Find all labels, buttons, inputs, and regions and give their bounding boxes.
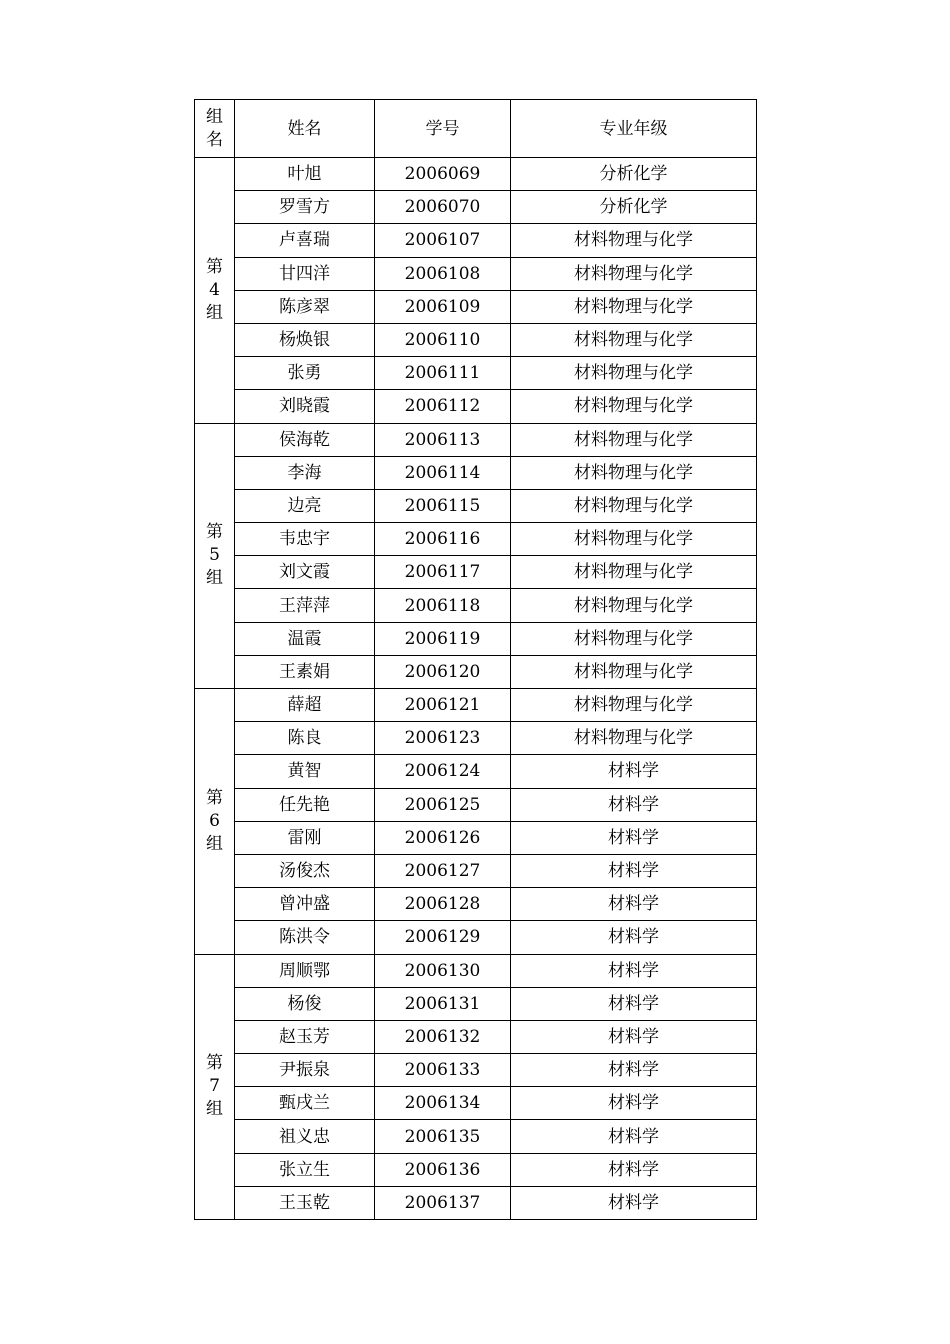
table-row (195, 921, 757, 954)
major-cell: 材料物理与化学 (511, 489, 757, 522)
major-cell: 材料学 (511, 1020, 757, 1053)
table-row (195, 689, 757, 722)
major-cell: 材料物理与化学 (511, 655, 757, 688)
table-row (195, 589, 757, 622)
student-id-cell: 2006109 (375, 290, 511, 323)
table-row (195, 556, 757, 589)
student-id-cell: 2006121 (375, 689, 511, 722)
student-id-cell: 2006126 (375, 821, 511, 854)
table-row (195, 191, 757, 224)
table-row (195, 1087, 757, 1120)
student-name-cell: 张立生 (235, 1153, 375, 1186)
table-row (195, 1120, 757, 1153)
major-cell: 材料物理与化学 (511, 423, 757, 456)
major-cell: 材料学 (511, 821, 757, 854)
student-name-cell: 李海 (235, 456, 375, 489)
student-name-cell: 刘晓霞 (235, 390, 375, 423)
group-column-header: 组 名 (195, 100, 235, 158)
major-cell: 材料学 (511, 921, 757, 954)
table-row (195, 1153, 757, 1186)
student-id-cell: 2006117 (375, 556, 511, 589)
student-name-cell: 祖义忠 (235, 1120, 375, 1153)
table-row (195, 954, 757, 987)
major-cell: 材料物理与化学 (511, 390, 757, 423)
student-name-cell: 雷刚 (235, 821, 375, 854)
major-cell: 材料物理与化学 (511, 622, 757, 655)
table-row (195, 854, 757, 887)
student-id-cell: 2006110 (375, 323, 511, 356)
student-id-cell: 2006127 (375, 854, 511, 887)
student-id-cell: 2006125 (375, 788, 511, 821)
student-id-cell: 2006124 (375, 755, 511, 788)
student-name-cell: 曾冲盛 (235, 888, 375, 921)
student-name-cell: 边亮 (235, 489, 375, 522)
major-cell: 材料学 (511, 788, 757, 821)
student-id-cell: 2006131 (375, 987, 511, 1020)
group-label-cell: 第 7 组 (195, 954, 235, 1220)
student-id-cell: 2006108 (375, 257, 511, 290)
student-id-cell: 2006137 (375, 1186, 511, 1219)
student-name-cell: 黄智 (235, 755, 375, 788)
group-label-cell: 第 4 组 (195, 158, 235, 424)
major-cell: 材料学 (511, 755, 757, 788)
student-id-cell: 2006123 (375, 722, 511, 755)
student-name-cell: 赵玉芳 (235, 1020, 375, 1053)
student-name-cell: 陈良 (235, 722, 375, 755)
major-cell: 材料学 (511, 1120, 757, 1153)
student-name-cell: 王玉乾 (235, 1186, 375, 1219)
student-name-cell: 王萍萍 (235, 589, 375, 622)
table-row (195, 257, 757, 290)
major-cell: 分析化学 (511, 158, 757, 191)
group-label-cell: 第 6 组 (195, 689, 235, 955)
major-cell: 材料物理与化学 (511, 357, 757, 390)
major-cell: 材料学 (511, 1153, 757, 1186)
student-name-cell: 甘四洋 (235, 257, 375, 290)
student-name-cell: 杨俊 (235, 987, 375, 1020)
student-id-cell: 2006112 (375, 390, 511, 423)
table-row (195, 523, 757, 556)
name-column-header: 姓名 (235, 100, 375, 158)
major-cell: 材料物理与化学 (511, 689, 757, 722)
table-row (195, 489, 757, 522)
header-row (195, 100, 757, 158)
major-cell: 材料学 (511, 1087, 757, 1120)
student-name-cell: 尹振泉 (235, 1054, 375, 1087)
major-cell: 材料学 (511, 888, 757, 921)
student-name-cell: 罗雪方 (235, 191, 375, 224)
major-cell: 材料物理与化学 (511, 589, 757, 622)
table-row (195, 722, 757, 755)
student-id-cell: 2006132 (375, 1020, 511, 1053)
student-name-cell: 周顺鄂 (235, 954, 375, 987)
student-name-cell: 叶旭 (235, 158, 375, 191)
table-row (195, 158, 757, 191)
table-row (195, 456, 757, 489)
table-row (195, 755, 757, 788)
group-label-cell: 第 5 组 (195, 423, 235, 689)
table-body (195, 158, 757, 1220)
student-group-table (194, 99, 757, 1220)
student-name-cell: 汤俊杰 (235, 854, 375, 887)
student-id-cell: 2006133 (375, 1054, 511, 1087)
student-id-cell: 2006136 (375, 1153, 511, 1186)
student-name-cell: 卢喜瑞 (235, 224, 375, 257)
student-id-cell: 2006120 (375, 655, 511, 688)
student-id-cell: 2006134 (375, 1087, 511, 1120)
student-id-cell: 2006128 (375, 888, 511, 921)
student-name-cell: 温霞 (235, 622, 375, 655)
major-cell: 材料物理与化学 (511, 257, 757, 290)
student-id-column-header: 学号 (375, 100, 511, 158)
table-row (195, 1020, 757, 1053)
major-cell: 材料学 (511, 954, 757, 987)
student-id-cell: 2006107 (375, 224, 511, 257)
major-cell: 材料学 (511, 1054, 757, 1087)
table-row (195, 655, 757, 688)
student-name-cell: 张勇 (235, 357, 375, 390)
major-column-header: 专业年级 (511, 100, 757, 158)
table-row (195, 1186, 757, 1219)
student-name-cell: 甄戌兰 (235, 1087, 375, 1120)
table-row (195, 357, 757, 390)
table-row (195, 290, 757, 323)
student-id-cell: 2006111 (375, 357, 511, 390)
table-row (195, 821, 757, 854)
student-id-cell: 2006129 (375, 921, 511, 954)
student-id-cell: 2006119 (375, 622, 511, 655)
table-row (195, 888, 757, 921)
student-id-cell: 2006113 (375, 423, 511, 456)
student-name-cell: 陈彦翠 (235, 290, 375, 323)
student-id-cell: 2006118 (375, 589, 511, 622)
student-name-cell: 杨焕银 (235, 323, 375, 356)
student-name-cell: 刘文霞 (235, 556, 375, 589)
student-name-cell: 陈洪令 (235, 921, 375, 954)
table-row (195, 224, 757, 257)
major-cell: 材料学 (511, 987, 757, 1020)
student-name-cell: 韦忠宇 (235, 523, 375, 556)
major-cell: 分析化学 (511, 191, 757, 224)
major-cell: 材料学 (511, 1186, 757, 1219)
table-row (195, 390, 757, 423)
student-name-cell: 侯海乾 (235, 423, 375, 456)
student-id-cell: 2006135 (375, 1120, 511, 1153)
major-cell: 材料物理与化学 (511, 722, 757, 755)
table-row (195, 1054, 757, 1087)
major-cell: 材料物理与化学 (511, 290, 757, 323)
table-row (195, 987, 757, 1020)
table-row (195, 323, 757, 356)
student-name-cell: 王素娟 (235, 655, 375, 688)
student-id-cell: 2006114 (375, 456, 511, 489)
student-id-cell: 2006115 (375, 489, 511, 522)
major-cell: 材料物理与化学 (511, 224, 757, 257)
major-cell: 材料学 (511, 854, 757, 887)
table-row (195, 622, 757, 655)
major-cell: 材料物理与化学 (511, 523, 757, 556)
major-cell: 材料物理与化学 (511, 323, 757, 356)
major-cell: 材料物理与化学 (511, 456, 757, 489)
student-name-cell: 任先艳 (235, 788, 375, 821)
student-id-cell: 2006130 (375, 954, 511, 987)
student-name-cell: 薛超 (235, 689, 375, 722)
table-row (195, 423, 757, 456)
student-id-cell: 2006070 (375, 191, 511, 224)
major-cell: 材料物理与化学 (511, 556, 757, 589)
student-id-cell: 2006116 (375, 523, 511, 556)
table-row (195, 788, 757, 821)
student-id-cell: 2006069 (375, 158, 511, 191)
